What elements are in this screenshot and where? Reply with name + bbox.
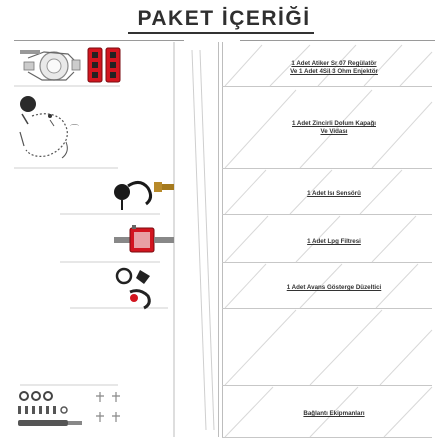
- item-label-heat-sensor: 1 Adet Isı Sensörü: [307, 190, 361, 197]
- page-title: PAKET İÇERİĞİ: [137, 7, 311, 30]
- svg-text:⌒: ⌒: [70, 125, 80, 135]
- connection-kit-icon: [0, 388, 220, 436]
- item-label-connection-kit: Bağlantı Ekipmanları: [303, 410, 365, 417]
- regulator-injector-icon: [0, 44, 220, 86]
- lpg-filter-icon: [0, 220, 220, 260]
- filler-cap-chain-icon: [0, 92, 220, 166]
- advance-corrector-icon: [0, 266, 220, 310]
- heat-sensor-icon: [0, 172, 220, 212]
- item-label-regulator: 1 Adet Atiker Sr 07 Regülatör Ve 1 Adet 4Sil 3 Ohm Enjektör: [290, 60, 378, 75]
- item-label-filler-cap: 1 Adet Zincirli Dolum Kapağı Ve Vidası: [292, 120, 376, 135]
- item-label-advance-corrector: 1 Adet Avans Gösterge Düzeltici: [286, 284, 382, 291]
- item-label-lpg-filter: 1 Adet Lpg Filtresi: [307, 238, 361, 245]
